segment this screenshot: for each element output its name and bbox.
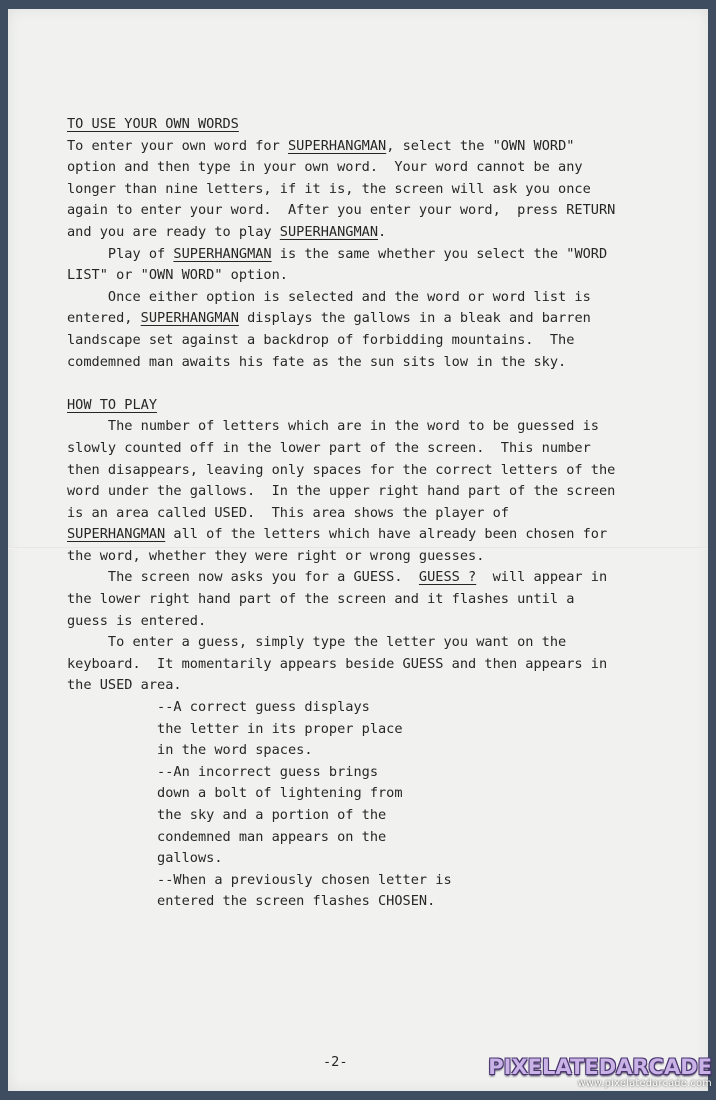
text-line (67, 740, 657, 762)
text-segment: Once either option is selected and the word or word list is (107, 288, 591, 305)
text-segment: , select the "OWN WORD" (386, 137, 575, 154)
text-line (67, 265, 657, 287)
text-segment: down a bolt of lightening from (157, 785, 403, 802)
text-line (67, 611, 657, 633)
text-segment: LIST" or "OWN WORD" option. (67, 267, 288, 284)
text-line (67, 503, 657, 525)
text-line (67, 481, 657, 503)
text-segment: . (378, 223, 387, 240)
text-segment: comdemned man awaits his fate as the sun sits low in the sky. (67, 353, 567, 370)
text-segment: guess is entered. (67, 612, 207, 629)
text-line (67, 136, 657, 158)
underlined-text: SUPERHANGMAN (140, 310, 239, 327)
text-line (67, 632, 657, 654)
text-segment: the sky and a portion of the (157, 807, 387, 823)
text-line (67, 287, 657, 309)
text-line (67, 416, 657, 438)
document-page (8, 9, 708, 1091)
text-segment: will appear in (476, 569, 608, 586)
text-segment: --An incorrect guess brings (157, 763, 379, 780)
text-line (67, 719, 657, 741)
text-segment: slowly counted off in the lower part of the screen. This number (67, 439, 591, 456)
text-line (67, 352, 657, 374)
text-line (67, 697, 657, 719)
underlined-text: SUPERHANGMAN (279, 223, 379, 240)
text-segment: landscape set against a backdrop of forbidding mountains. The (67, 331, 575, 348)
underlined-text: HOW TO PLAY (67, 396, 158, 413)
text-line (67, 438, 657, 460)
text-segment: condemned man appears on the (157, 828, 387, 845)
text-line (67, 524, 657, 546)
text-line (67, 567, 657, 589)
text-segment: and you are ready to play (67, 223, 280, 240)
text-segment: entered the screen flashes CHOSEN. (157, 893, 436, 910)
text-segment: To enter your own word for (67, 137, 288, 154)
text-line (67, 395, 657, 417)
text-segment: then disappears, leaving only spaces for the correct letters of the (67, 461, 616, 478)
text-segment: is an area called USED. This area shows the player of (67, 504, 509, 521)
text-segment: again to enter your word. After you enter your word, press RETURN (67, 202, 616, 219)
underlined-text: TO USE YOUR OWN WORDS (67, 116, 239, 132)
text-line (67, 157, 657, 179)
text-line (67, 200, 657, 222)
text-line (67, 891, 657, 913)
text-line (67, 783, 657, 805)
text-segment: option and then type in your own word. Your word cannot be any (67, 159, 583, 176)
underlined-text: SUPERHANGMAN (173, 245, 272, 262)
text-line (67, 762, 657, 784)
text-line (67, 870, 657, 892)
text-line (67, 589, 657, 611)
text-segment: keyboard. It momentarily appears beside GUESS and then appears in (67, 655, 608, 672)
underlined-text: SUPERHANGMAN (287, 137, 387, 154)
text-segment: displays the gallows in a bleak and barren (238, 310, 591, 327)
text-line (67, 373, 657, 395)
text-line (67, 848, 657, 870)
text-line (67, 805, 657, 827)
text-line (67, 330, 657, 352)
text-line (67, 546, 657, 568)
text-segment: gallows. (157, 850, 223, 867)
text-segment: To enter a guess, simply type the letter you want on the (107, 634, 567, 651)
underlined-text: GUESS ? (418, 569, 477, 586)
text-line (67, 654, 657, 676)
text-segment: the word, whether they were right or wrong guesses. (67, 547, 485, 564)
text-segment: the USED area. (67, 677, 182, 694)
text-segment: is the same whether you select the "WORD (271, 245, 608, 262)
text-segment: the lower right hand part of the screen and it flashes until a (67, 591, 575, 608)
text-segment: word under the gallows. In the upper right hand part of the screen (67, 483, 616, 500)
text-segment: The screen now asks you for a GUESS. (107, 569, 419, 586)
text-line (67, 308, 657, 330)
text-segment: the letter in its proper place (157, 720, 403, 737)
text-segment: --When a previously chosen letter is (157, 871, 452, 888)
text-line (67, 114, 657, 136)
text-line (67, 222, 657, 244)
watermark-url: www.pixelatedarcade.com (577, 1078, 712, 1089)
text-line (67, 179, 657, 201)
text-segment: entered, (67, 310, 141, 327)
text-segment: in the word spaces. (157, 742, 313, 759)
text-segment: --A correct guess displays (157, 699, 370, 716)
text-segment: The number of letters which are in the word to be guessed is (107, 418, 599, 435)
document-body (67, 114, 657, 913)
watermark-brand: PIXELATEDARCADE (488, 1055, 712, 1079)
text-line (67, 675, 657, 697)
text-line (67, 460, 657, 482)
underlined-text: SUPERHANGMAN (67, 526, 166, 543)
text-segment: longer than nine letters, if it is, the screen will ask you once (67, 180, 591, 197)
text-line (67, 827, 657, 849)
text-segment: Play of (107, 245, 174, 262)
text-segment: all of the letters which have already been chosen for (165, 526, 608, 543)
text-line (67, 244, 657, 266)
page-number: -2- (323, 1054, 348, 1070)
watermark-logo (488, 1056, 712, 1090)
